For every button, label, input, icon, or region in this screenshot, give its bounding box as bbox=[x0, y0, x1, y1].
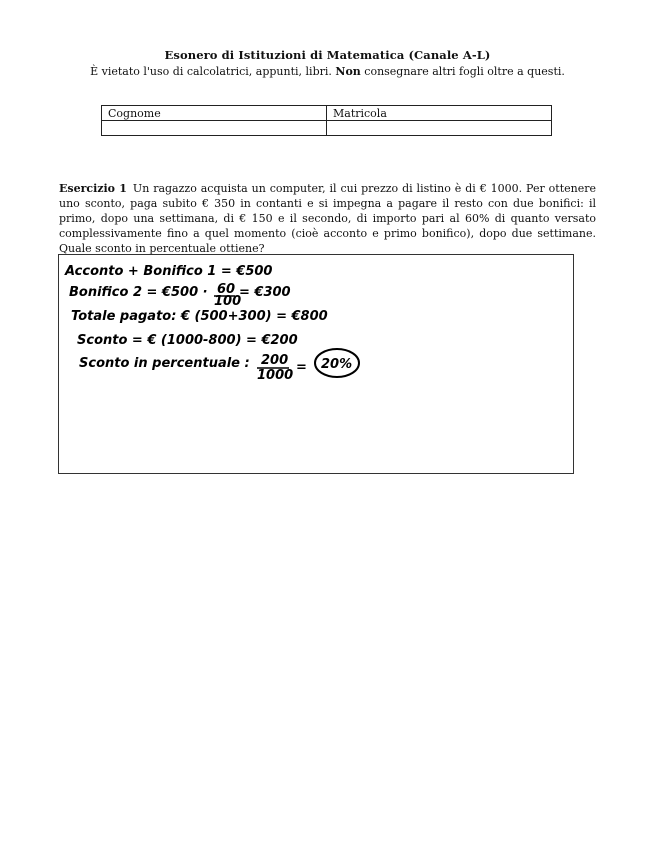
handwritten-answer bbox=[59, 255, 573, 473]
answer-line-3: Totale pagato: € (500+300) = €800 bbox=[71, 309, 328, 324]
table-row bbox=[102, 121, 552, 136]
answer-line-2-numerator: 60 bbox=[217, 282, 236, 297]
cognome-field[interactable] bbox=[102, 121, 327, 136]
answer-line-5-equals: = bbox=[296, 360, 307, 375]
answer-line-1: Acconto + Bonifico 1 = €500 bbox=[65, 264, 273, 279]
answer-line-4: Sconto = € (1000-800) = €200 bbox=[77, 333, 298, 348]
rules-prefix: È vietato l'uso di calcolatrici, appunti, libri. bbox=[90, 65, 332, 78]
rules-bold: Non bbox=[335, 65, 361, 78]
answer-box[interactable] bbox=[58, 254, 574, 474]
table-header-row bbox=[102, 106, 552, 121]
answer-line-2-prefix: Bonifico 2 = €500 · bbox=[69, 285, 208, 300]
exercise-1 bbox=[59, 181, 596, 256]
answer-line-2-denominator: 100 bbox=[214, 294, 242, 309]
cognome-header: Cognome bbox=[102, 106, 327, 121]
answer-result: 20% bbox=[321, 357, 353, 372]
exercise-text: Un ragazzo acquista un computer, il cui prezzo di listino è di € 1000. Per ottenere uno sconto, paga subito € 350 in contanti e si impegna a pagare il resto con due bonifici: il primo, dopo una settimana, di € 150 e il secondo, di importo pari al 60% di quanto versato complessivamente fino a quel momento (cioè acconto e primo bonifico), dopo due settimane. Quale sconto in percentuale ottiene? bbox=[59, 182, 596, 255]
answer-line-5-numerator: 200 bbox=[261, 353, 289, 368]
exam-rules bbox=[0, 65, 655, 78]
answer-line-2-suffix: = €300 bbox=[239, 285, 291, 300]
matricola-header: Matricola bbox=[327, 106, 552, 121]
exercise-label: Esercizio 1 bbox=[59, 182, 127, 195]
matricola-field[interactable] bbox=[327, 121, 552, 136]
answer-line-5-denominator: 1000 bbox=[257, 368, 294, 383]
rules-suffix: consegnare altri fogli oltre a questi. bbox=[364, 65, 565, 78]
answer-line-5-prefix: Sconto in percentuale : bbox=[79, 356, 250, 371]
page-title: Esonero di Istituzioni di Matematica (Canale A-L) bbox=[164, 48, 491, 62]
student-id-table bbox=[101, 105, 552, 136]
